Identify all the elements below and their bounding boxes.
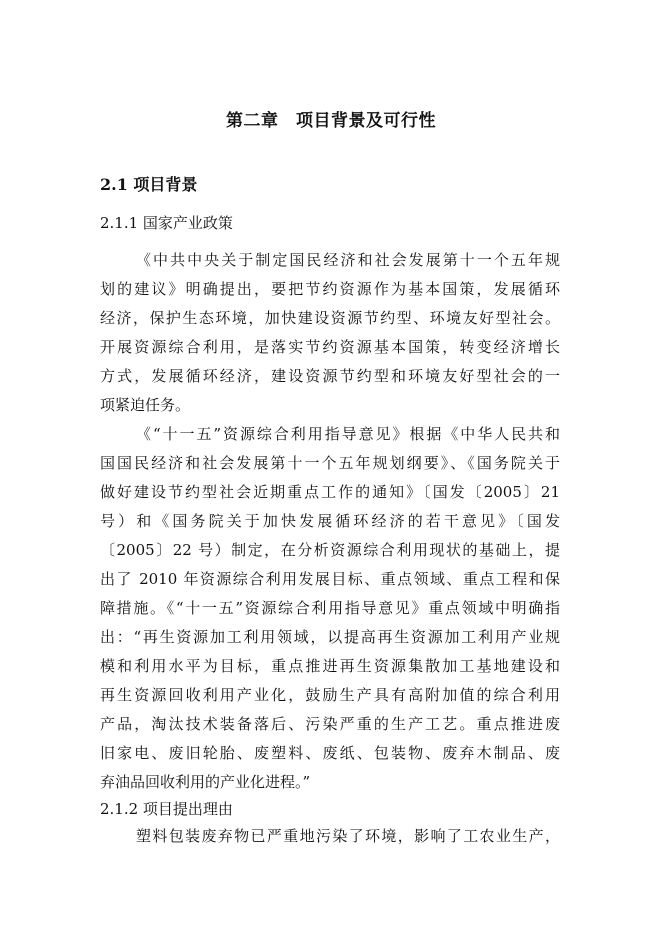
paragraph-2-line: 《“十一五”资源综合利用指导意见》根据《中华人民共和 (136, 425, 560, 443)
paragraph-2-line: 出：“再生资源加工利用领域，以提高再生资源加工利用产业规 (100, 628, 560, 646)
paragraph-2-line: 弃油品回收利用的产业化进程。” (100, 773, 311, 791)
section-title: 2.1 项目背景 (100, 175, 198, 194)
paragraph-1-line: 项紧迫任务。 (100, 396, 191, 414)
paragraph-2-line: 再生资源回收利用产业化，鼓励生产具有高附加值的综合利用 (100, 686, 560, 704)
paragraph-2-line: 号）和《国务院关于加快发展循环经济的若干意见》〔国发 (100, 512, 560, 530)
subsection-title-project-reasons: 2.1.2 项目提出理由 (100, 800, 233, 818)
paragraph-2-line: 障措施。《“十一五”资源综合利用指导意见》重点领域中明确指 (100, 599, 560, 617)
paragraph-2-line: 国国民经济和社会发展第十一个五年规划纲要》、《国务院关于 (100, 454, 560, 472)
paragraph-1-line: 经济，保护生态环境，加快建设资源节约型、环境友好型社会。 (100, 309, 560, 327)
paragraph-1-line: 方式，发展循环经济，建设资源节约型和环境友好型社会的一 (100, 367, 560, 385)
chapter-title: 第二章 项目背景及可行性 (226, 111, 436, 131)
paragraph-2-line: 做好建设节约型社会近期重点工作的通知》〔国发〔2005〕21 (100, 483, 560, 501)
paragraph-2-line: 出了 2010 年资源综合利用发展目标、重点领域、重点工程和保 (100, 570, 560, 588)
paragraph-2-line: 旧家电、废旧轮胎、废塑料、废纸、包装物、废弃木制品、废 (100, 744, 560, 762)
subsection-title-national-policy: 2.1.1 国家产业政策 (100, 214, 233, 232)
paragraph-1-line: 开展资源综合利用，是落实节约资源基本国策，转变经济增长 (100, 338, 560, 356)
paragraph-2-line: 模和利用水平为目标，重点推进再生资源集散加工基地建设和 (100, 657, 560, 675)
paragraph-1-line: 划的建议》明确提出，要把节约资源作为基本国策，发展循环 (100, 280, 560, 298)
paragraph-3-line: 塑料包装废弃物已严重地污染了环境，影响了工农业生产， (136, 827, 560, 845)
paragraph-1-line: 《中共中央关于制定国民经济和社会发展第十一个五年规 (136, 251, 560, 269)
paragraph-2-line: 产品，淘汰技术装备落后、污染严重的生产工艺。重点推进废 (100, 715, 560, 733)
paragraph-2-line: 〔2005〕22 号）制定，在分析资源综合利用现状的基础上，提 (100, 541, 560, 559)
